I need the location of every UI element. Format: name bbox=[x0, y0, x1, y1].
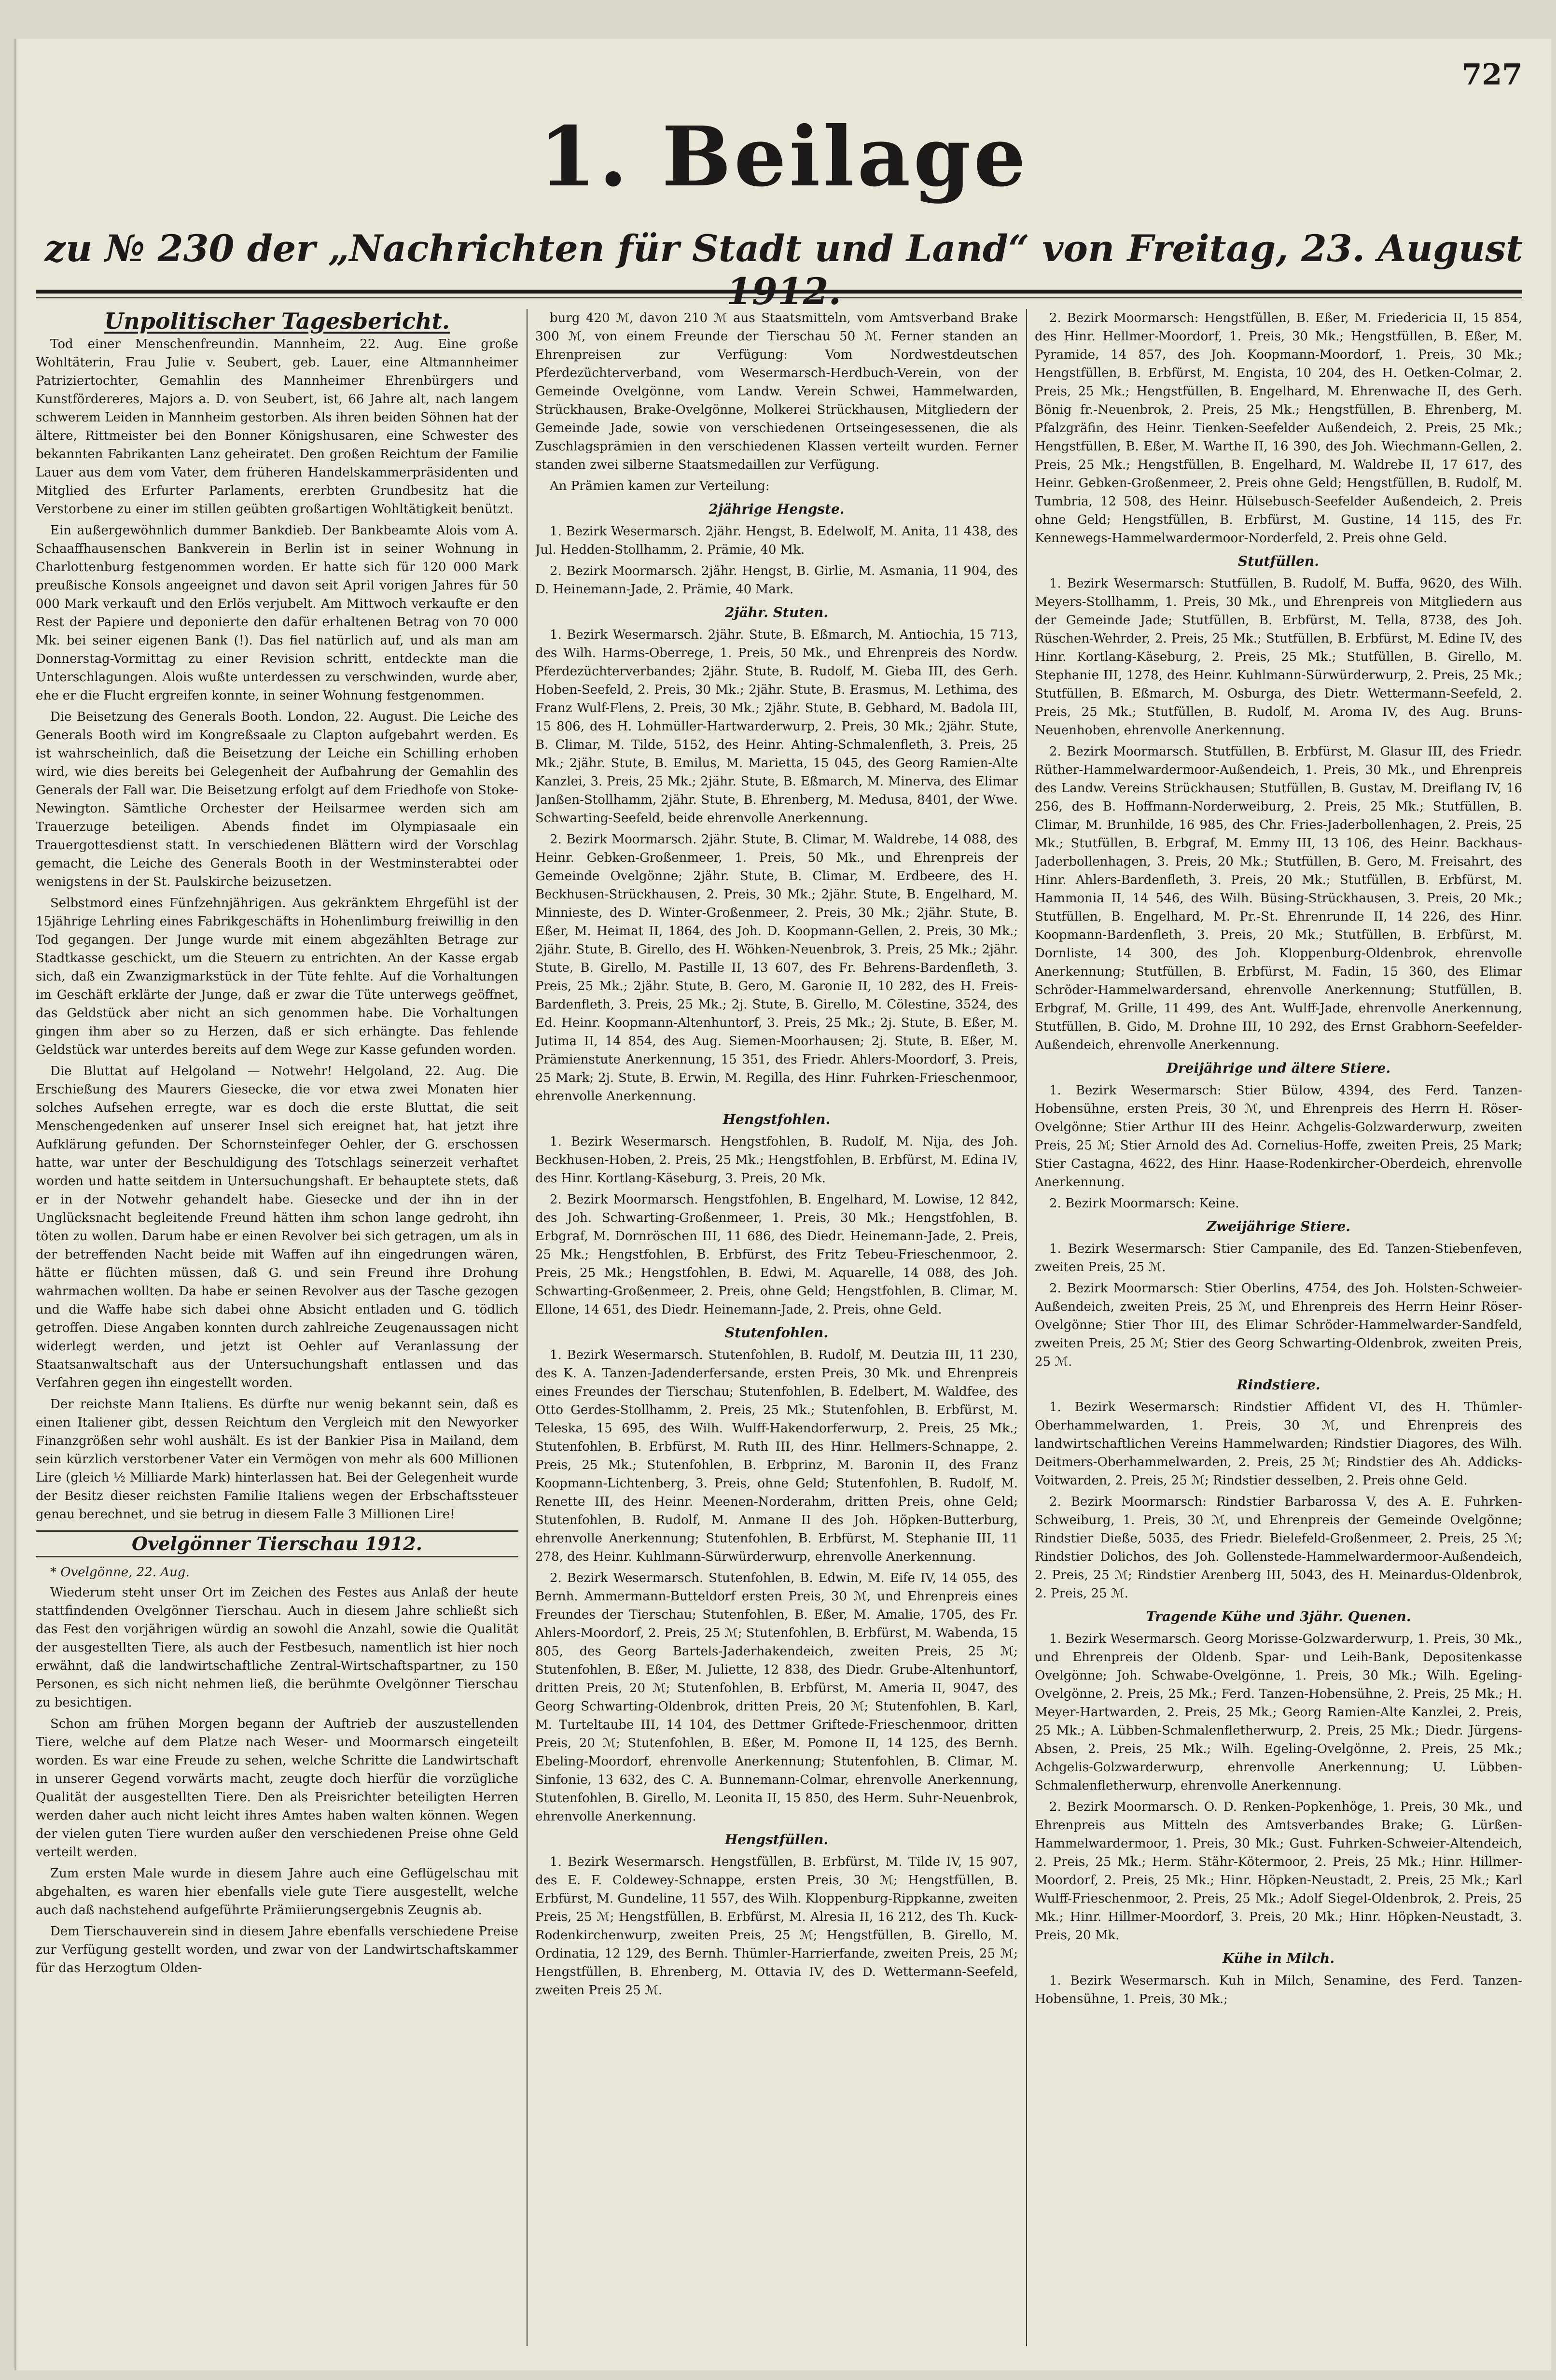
subsection-heading: Hengstfohlen. bbox=[722, 1111, 831, 1127]
subsection-heading: 2jähr. Stuten. bbox=[724, 604, 829, 620]
article-paragraph: 1. Bezirk Wesermarsch. 2jähr. Stute, B. Eßmarch, M. Antiochia, 15 713, des Wilh. Harms-Oberrege, 1. Preis, 50 Mk., und Ehrenpreis des Nordw. Pferdezüchterverbandes; 2jähr. Stute, B. Rudolf, M. Gieba III, des Gerh. Hoben-Seefeld, 2. Preis, 30 Mk.; 2jähr. Stute, B. Erasmus, M. Lethima, des Franz Wulf-Flens, 2. Preis, 30 Mk.; 2jähr. Stute, B. Gebhard, M. Badola III, 15 806, des H. Lohmüller-Hartwarderwurp, 2. Preis, 30 Mk.; 2jähr. Stute, B. Climar, M. Tilde, 5152, des Heinr. Ahting-Schmalenfleth, 3. Preis, 25 Mk.; 2jähr. Stute, B. Emilus, M. Marietta, 15 045, des Georg Ramien-Alte Kanzlei, 3. Preis, 25 Mk.; 2jähr. Stute, B. Eßmarch, M. Minerva, des Elimar Janßen-Stollhamm, 2jähr. Stute, B. Ehrenberg, M. Medusa, 8401, der Wwe. Schwarting-Seefeld, beide ehrenvolle Anerkennung. bbox=[535, 628, 1018, 826]
article-paragraph: 2. Bezirk Moormarsch. Stutfüllen, B. Erbfürst, M. Glasur III, des Friedr. Rüther-Hammelwardermoor-Außendeich, 1. Preis, 30 Mk., und Ehrenpreis des Landw. Vereins Strückhausen; Stutfüllen, B. Gustav, M. Dreiflang IV, 16 256, des B. Hoffmann-Norderweiburg, 2. Preis, 25 Mk.; Stutfüllen, B. Climar, M. Brunhilde, 16 985, des Chr. Fries-Jaderbollenhagen, 2. Preis, 25 Mk.; Stutfüllen, B. Erbgraf, M. Emmy III, 13 106, des Heinr. Backhaus-Jaderbollenhagen, 3. Preis, 20 Mk.; Stutfüllen, B. Gero, M. Freisahrt, des Hinr. Ahlers-Bardenfleth, 3. Preis, 20 Mk.; Stutfüllen, B. Erbfürst, M. Hammonia II, 14 546, des Wilh. Büsing-Strückhausen, 3. Preis, 20 Mk.; Stutfüllen, B. Engelhard, M. Pr.-St. Ehrenrunde II, 14 226, des Hinr. Koopmann-Bardenfleth, 3. Preis, 20 Mk.; Stutfüllen, B. Erbfürst, M. Dornliste, 14 300, des Joh. Kloppenburg-Oldenbrok, ehrenvolle Anerkennung; Stutfüllen, B. Erbfürst, M. Fadin, 15 360, des Elimar Schröder-Hammelwardersand, ehrenvolle Anerkennung; Stutfüllen, B. Erbgraf, M. Grille, 11 499, des Ant. Wulff-Jade, ehrenvolle Anerkennung, Stutfüllen, B. Gido, M. Drohne III, 10 292, des Ernst Grabhorn-Seefelder-Außendeich, ehrenvolle Anerkennung. bbox=[1035, 744, 1522, 1052]
article-paragraph: 2. Bezirk Moormarsch. O. D. Renken-Popkenhöge, 1. Preis, 30 Mk., und Ehrenpreis aus Mitteln des Amtsverbandes Brake; G. Lürßen-Hammelwardermoor, 1. Preis, 30 Mk.; Gust. Fuhrken-Schweier-Altendeich, 2. Preis, 25 Mk.; Herm. Stähr-Kötermoor, 2. Preis, 25 Mk.; Hinr. Hillmer-Moordorf, 2. Preis, 25 Mk.; Hinr. Höpken-Neustadt, 2. Preis, 25 Mk.; Karl Wulff-Frieschenmoor, 2. Preis, 25 Mk.; Adolf Siegel-Oldenbrok, 2. Preis, 25 Mk.; Hinr. Hillmer-Moordorf, 3. Preis, 20 Mk.; Hinr. Höpken-Neustadt, 3. Preis, 20 Mk. bbox=[1035, 1800, 1522, 1943]
subsection-heading: Tragende Kühe und 3jähr. Quenen. bbox=[1146, 1609, 1411, 1624]
article-paragraph: 1. Bezirk Wesermarsch. Kuh in Milch, Senamine, des Ferd. Tanzen-Hobensühne, 1. Preis, 30 Mk.; bbox=[1035, 1974, 1522, 2006]
article-paragraph: 1. Bezirk Wesermarsch. Hengstfüllen, B. Erbfürst, M. Tilde IV, 15 907, des E. F. Coldewey-Schnappe, ersten Preis, 30 ℳ; Hengstfüllen, B. Erbfürst, M. Gundeline, 11 557, des Wilh. Kloppenburg-Rippkanne, zweiten Preis, 25 ℳ; Hengstfüllen, B. Erbfürst, M. Alresia II, 16 212, des Th. Kuck-Rodenkirchenwurp, zweiten Preis, 25 ℳ; Hengstfüllen, B. Girello, M. Ordinatia, 12 129, des Bernh. Thümler-Harrierfande, zweiten Preis, 25 ℳ; Hengstfüllen, B. Ehrenberg, M. Ottavia IV, des D. Wettermann-Seefeld, zweiten Preis 25 ℳ. bbox=[535, 1855, 1018, 1998]
article-paragraph: Zum ersten Male wurde in diesem Jahre auch eine Geflügelschau mit abgehalten, es waren hier ebenfalls viele gute Tiere ausgestellt, welche auch daß nachstehend aufgeführte Prämiierungsergebnis Zeugnis ab. bbox=[36, 1866, 518, 1918]
supplement-subtitle: zu № 230 der „Nachrichten für Stadt und Land“ von Freitag, 23. August 1912. bbox=[44, 227, 1523, 313]
masthead bbox=[16, 109, 1551, 313]
article-paragraph: 2. Bezirk Moormarsch: Stier Oberlins, 4754, des Joh. Holsten-Schweier-Außendeich, zweiten Preis, 25 ℳ, und Ehrenpreis des Herrn Heinr Röser-Ovelgönne; Stier Thor III, des Elimar Schröder-Hammelwarder-Sandfeld, zweiten Preis, 25 ℳ; Stier des Georg Schwarting-Oldenbrok, zweiten Preis, 25 ℳ. bbox=[1035, 1281, 1522, 1369]
article-paragraph: 1. Bezirk Wesermarsch: Stier Bülow, 4394, des Ferd. Tanzen-Hobensühne, ersten Preis, 30 ℳ, und Ehrenpreis des Herrn H. Röser-Ovelgönne; Stier Arthur III des Heinr. Achgelis-Golzwarderwurp, zweiten Preis, 25 ℳ; Stier Arnold des Ad. Cornelius-Hoffe, zweiten Preis, 25 Mark; Stier Castagna, 4622, des Hinr. Haase-Rodenkircher-Oberdeich, ehrenvolle Anerkennung. bbox=[1035, 1083, 1522, 1190]
column-divider bbox=[1026, 309, 1027, 2346]
article-paragraph: 1. Bezirk Wesermarsch. 2jähr. Hengst, B. Edelwolf, M. Anita, 11 438, des Jul. Hedden-Stollhamm, 2. Prämie, 40 Mk. bbox=[535, 524, 1018, 557]
article-paragraph: Ein außergewöhnlich dummer Bankdieb. Der Bankbeamte Alois vom A. Schaaffhausenschen Bankverein in Berlin ist in seiner Wohnung in Charlottenburg festgenommen worden. Er hatte sich für 120 000 Mark preußische Konsols angeeignet und davon seit April vorigen Jahres für 50 000 Mark verkauft und den Erlös verjubelt. Am Mittwoch verkaufte er den Rest der Papiere und deponierte den dafür erhaltenen Betrag von 70 000 Mk. bei seiner eigenen Bank (!). Das fiel natürlich auf, und als man am Donnerstag-Vormittag zu einer Revision schritt, entdeckte man die Unterschlagungen. Alois wußte unterdessen zu verschwinden, wurde aber, ehe er die Flucht ergreifen konnte, in seiner Wohnung festgenommen. bbox=[36, 523, 518, 703]
column-1 bbox=[36, 309, 518, 2356]
article-paragraph: 1. Bezirk Wesermarsch. Hengstfohlen, B. Rudolf, M. Nija, des Joh. Beckhusen-Hoben, 2. Preis, 25 Mk.; Hengstfohlen, B. Erbfürst, M. Edina IV, des Hinr. Kortlang-Käseburg, 3. Preis, 20 Mk. bbox=[535, 1134, 1018, 1186]
article-paragraph: 2. Bezirk Moormarsch: Rindstier Barbarossa V, des A. E. Fuhrken-Schweiburg, 1. Preis, 30 ℳ, und Ehrenpreis der Gemeinde Ovelgönne; Rindstier Dieße, 5035, des Friedr. Bielefeld-Großenmeer, 2. Preis, 25 ℳ; Rindstier Dolichos, des Joh. Gollenstede-Hammelwardermoor-Außendeich, 2. Preis, 25 ℳ; Rindstier Arenberg III, 5043, des H. Meinardus-Oldenbrok, 2. Preis, 25 ℳ. bbox=[1035, 1495, 1522, 1601]
article-paragraph: An Prämien kamen zur Verteilung: bbox=[550, 479, 770, 493]
article-paragraph: 2. Bezirk Moormarsch. 2jähr. Stute, B. Climar, M. Waldrebe, 14 088, des Heinr. Gebken-Großenmeer, 1. Preis, 50 Mk., und Ehrenpreis der Gemeinde Ovelgönne; 2jähr. Stute, B. Climar, M. Erdbeere, des H. Beckhusen-Strückhausen, 2. Preis, 30 Mk.; 2jähr. Stute, B. Engelhard, M. Minnieste, des D. Winter-Großenmeer, 2. Preis, 30 Mk.; 2jähr. Stute, B. Eßer, M. Heimat II, 1864, des Joh. D. Koopmann-Gellen, 2. Preis, 30 Mk.; 2jähr. Stute, B. Girello, des H. Wöhken-Neuenbrok, 3. Preis, 25 Mk.; 2jähr. Stute, B. Girello, M. Pastille II, 13 607, des Fr. Behrens-Bardenfleth, 3. Preis, 25 Mk.; 2jähr. Stute, B. Gero, M. Garonie II, 10 282, des H. Freis-Bardenfleth, 3. Preis, 25 Mk.; 2j. Stute, B. Girello, M. Cölestine, 3524, des Ed. Heinr. Koopmann-Altenhuntorf, 3. Preis, 25 Mk.; 2j. Stute, B. Eßer, M. Jutima II, 14 854, des Aug. Siemen-Moorhausen; 2j. Stute, B. Eßer, M. Prämienstute Anerkennung, 15 351, des Friedr. Ahlers-Moordorf, 3. Preis, 25 Mark; 2j. Stute, B. Erwin, M. Regilla, des Hinr. Fuhrken-Frieschenmoor, ehrenvolle Anerkennung. bbox=[535, 832, 1018, 1104]
article-paragraph: burg 420 ℳ, davon 210 ℳ aus Staatsmitteln, vom Amtsverband Brake 300 ℳ, von einem Freunde der Tierschau 50 ℳ. Ferner standen an Ehrenpreisen zur Verfügung: Vom Nordwestdeutschen Pferdezüchterverband, vom Wesermarsch-Herdbuch-Verein, von der Gemeinde Ovelgönne, vom Landw. Verein Schwei, Hammelwarden, Strückhausen, Brake-Ovelgönne, Molkerei Strückhausen, Mitgliedern der Gemeinde Jade, sowie von verschiedenen Ortseingesessenen, die als Zuschlagsprämien in den verschiedenen Klassen verteilt wurden. Ferner standen zwei silberne Staatsmedaillen zur Verfügung. bbox=[535, 311, 1018, 472]
column-2 bbox=[535, 309, 1018, 2356]
article-paragraph: Die Bluttat auf Helgoland — Notwehr! Helgoland, 22. Aug. Die Erschießung des Maurers Giesecke, die vor etwa zwei Monaten hier solches Aufsehen erregte, war es doch die erste Bluttat, die seit Menschengedenken auf unserer Insel sich ereignet hat, hat jetzt ihre Aufklärung gefunden. Der Schornsteinfeger Oehler, der G. erschossen hatte, war unter der Beschuldigung des Totschlags seinerzeit verhaftet worden und hatte seitdem in Untersuchungshaft. Er behauptete stets, daß er in der Notwehr gehandelt habe. Giesecke und der ihn in der Unglücksnacht begleitende Freund hätten ihm schon lange gedroht, ihn töten zu wollen. Darum habe er einen Revolver bei sich getragen, um als in der betreffenden Nacht beide mit Waffen auf ihn eingedrungen wären, hätte er flüchten müssen, daß G. und sein Freund ihre Drohung wahrmachen wollten. Da habe er seinen Revolver aus der Tasche gezogen und die Waffe habe sich dabei ohne Absicht entladen und G. tödlich getroffen. Diese Angaben konnten durch zahlreiche Zeugenaussagen nicht widerlegt werden, und jetzt ist Oehler auf Veranlassung der Staatsanwaltschaft aus der Untersuchungshaft entlassen und das Verfahren gegen ihn eingestellt worden. bbox=[36, 1064, 518, 1390]
subsection-heading: Rindstiere. bbox=[1236, 1377, 1320, 1393]
article-paragraph: 1. Bezirk Wesermarsch. Stutenfohlen, B. Rudolf, M. Deutzia III, 11 230, des K. A. Tanzen-Jadenderfersande, ersten Preis, 30 Mk. und Ehrenpreis eines Freundes der Tierschau; Stutenfohlen, B. Edelbert, M. Waldfee, des Otto Gerdes-Stollhamm, 2. Preis, 25 Mk.; Stutenfohlen, B. Erbfürst, M. Teleska, 15 695, des Wilh. Wulff-Hakendorferwurp, 2. Preis, 25 Mk.; Stutenfohlen, B. Erbfürst, M. Ruth III, des Hinr. Hellmers-Schnappe, 2. Preis, 25 Mk.; Stutenfohlen, B. Erbprinz, M. Baronin II, des Franz Koopmann-Lichtenberg, 3. Preis, ohne Geld; Stutenfohlen, B. Rudolf, M. Renette III, des Heinr. Meenen-Norderahm, dritten Preis, ohne Geld; Stutenfohlen, B. Rudolf, M. Anmane II des Joh. Höpken-Butterburg, ehrenvolle Anerkennung; Stutenfohlen, B. Erbfürst, M. Stephanie III, 11 278, des Heinr. Kuhlmann-Sürwürderwurp, ehrenvolle Anerkennung. bbox=[535, 1348, 1018, 1564]
subsection-heading: Hengstfüllen. bbox=[724, 1832, 829, 1848]
article-paragraph: 2. Bezirk Wesermarsch. Stutenfohlen, B. Edwin, M. Eife IV, 14 055, des Bernh. Ammermann-Butteldorf ersten Preis, 30 ℳ, und Ehrenpreis eines Freundes der Tierschau; Stutenfohlen, B. Eßer, M. Amalie, 1705, des Fr. Ahlers-Moordorf, 2. Preis, 25 ℳ; Stutenfohlen, B. Erbfürst, M. Wabenda, 15 805, des Georg Bartels-Jaderhakendeich, zweiten Preis, 25 ℳ; Stutenfohlen, B. Eßer, M. Juliette, 12 838, des Diedr. Grube-Altenhuntorf, dritten Preis, 20 ℳ; Stutenfohlen, B. Erbfürst, M. Ameria II, 9047, des Georg Schwarting-Oldenbrok, dritten Preis, 20 ℳ; Stutenfohlen, B. Karl, M. Turteltaube III, 14 104, des Dettmer Griftede-Frieschenmoor, dritten Preis, 20 ℳ; Stutenfohlen, B. Eßer, M. Pomone II, 14 125, des Bernh. Ebeling-Moordorf, ehrenvolle Anerkennung; Stutenfohlen, B. Climar, M. Sinfonie, 13 632, des C. A. Bunnemann-Colmar, ehrenvolle Anerkennung, Stutenfohlen, B. Girello, M. Leonita II, 15 850, des Herm. Suhr-Neuenbrok, ehrenvolle Anerkennung. bbox=[535, 1571, 1018, 1824]
article-paragraph: Tod einer Menschenfreundin. Mannheim, 22. Aug. Eine große Wohltäterin, Frau Julie v. Seubert, geb. Lauer, eine Altmannheimer Patriziertochter, Gemahlin des Mannheimer Ehrenbürgers und Kunstfördereres, Majors a. D. von Seubert, ist, 66 Jahre alt, nach langem schwerem Leiden in Mannheim gestorben. Als ihren beiden Söhnen hat der ältere, Rittmeister bei den Bonner Königshusaren, eine Schwester des bekannten Fabrikanten Lanz geheiratet. Den großen Reichtum der Familie Lauer aus dem vom Vater, dem früheren Handelskammerpräsidenten und Mitglied des Erfurter Parlaments, ererbten Grundbesitz hat die Verstorbene zu einer im stillen geübten großartigen Wohltätigkeit benützt. bbox=[36, 337, 518, 517]
article-paragraph: Wiederum steht unser Ort im Zeichen des Festes aus Anlaß der heute stattfindenden Ovelgönner Tierschau. Auch in diesem Jahre schließt sich das Fest den vorjährigen würdig an sowohl die Anzahl, sowie die Qualität der ausgestellten Tiere, als auch der Festbesuch, namentlich ist hier noch erwähnt, daß die landwirtschaftliche Zentral-Wirtschaftspartner, zu 150 Personen, es sich nicht nehmen ließ, die berühmte Ovelgönner Tierschau zu besichtigen. bbox=[36, 1585, 518, 1710]
article-paragraph: Schon am frühen Morgen begann der Auftrieb der auszustellenden Tiere, welche auf dem Platze nach Weser- und Moormarsch eingeteilt worden. Es war eine Freude zu sehen, welche Schritte die Landwirtschaft in unserer Gegend vorwärts macht, zeugte doch hierfür die vorzügliche Qualität der ausgestellten Tiere. Den als Preisrichter beteiligten Herren werden daher auch nicht leicht ihres Amtes haben walten können. Wegen der vielen guten Tiere wurden außer den verschiedenen Preise ohne Geld verteilt werden. bbox=[36, 1717, 518, 1860]
subsection-heading: Stutfüllen. bbox=[1237, 553, 1320, 569]
dateline: * Ovelgönne, 22. Aug. bbox=[50, 1565, 190, 1580]
masthead-rule bbox=[36, 290, 1522, 294]
section-heading: Unpolitischer Tagesbericht. bbox=[104, 309, 450, 334]
article-paragraph: 1. Bezirk Wesermarsch: Rindstier Affident VI, des H. Thümler-Oberhammelwarden, 1. Preis, 30 ℳ, und Ehrenpreis des landwirtschaftlichen Vereins Hammelwarden; Rindstier Diagores, des Wilh. Deitmers-Oberhammelwarden, 2. Preis, 25 ℳ; Rindstier des Ah. Addicks-Voitwarden, 2. Preis, 25 ℳ; Rindstier desselben, 2. Preis ohne Geld. bbox=[1035, 1400, 1522, 1488]
masthead-rule-thin bbox=[36, 297, 1522, 298]
article-paragraph: Die Beisetzung des Generals Booth. London, 22. August. Die Leiche des Generals Booth wird im Kongreßsaale zu Clapton aufgebahrt werden. Es ist wahrscheinlich, daß die Beisetzung der Leiche ein Schilling erhoben wird, wie dies bereits bei Gelegenheit der Aufbahrung der Gemahlin des Generals der Fall war. Die Beisetzung erfolgt auf dem Friedhofe von Stoke-Newington. Sämtliche Orchester der Heilsarmee werden sich am Trauerzuge beteiligen. Abends findet im Olympiasaale ein Trauergottesdienst statt. In verschiedenen Blättern wird der Vorschlag gemacht, die Leiche des Generals Booth in der Westminsterabtei oder wenigstens in der St. Paulskirche beizusetzen. bbox=[36, 710, 518, 889]
article-paragraph: Selbstmord eines Fünfzehnjährigen. Aus gekränktem Ehrgefühl ist der 15jährige Lehrling eines Fabrikgeschäfts in Hohenlimburg freiwillig in den Tod gegangen. Der Junge wurde mit einem abgezählten Betrage zur Stadtkasse geschickt, um die Steuern zu entrichten. An der Kasse ergab sich, daß ein Zwanzigmarkstück in der Tüte fehlte. Auf die Vorhaltungen im Geschäft erklärte der Junge, daß er zwar die Tüte unterwegs geöffnet, das Geldstück aber nicht an sich genommen habe. Die Vorhaltungen gingen ihm aber so zu Herzen, daß er sich erhängte. Das fehlende Geldstück war unterdes bereits auf dem Wege zur Kasse gefunden worden. bbox=[36, 896, 518, 1057]
page-number: 727 bbox=[1461, 58, 1522, 92]
article-paragraph: 2. Bezirk Moormarsch: Keine. bbox=[1049, 1196, 1239, 1211]
article-paragraph: 2. Bezirk Moormarsch. 2jähr. Hengst, B. Girlie, M. Asmania, 11 904, des D. Heinemann-Jade, 2. Prämie, 40 Mark. bbox=[535, 564, 1018, 597]
article-paragraph: 1. Bezirk Wesermarsch: Stier Campanile, des Ed. Tanzen-Stiebenfeven, zweiten Preis, 25 ℳ. bbox=[1035, 1242, 1522, 1274]
article-paragraph: 2. Bezirk Moormarsch: Hengstfüllen, B. Eßer, M. Friedericia II, 15 854, des Hinr. Hellmer-Moordorf, 1. Preis, 30 Mk.; Hengstfüllen, B. Eßer, M. Pyramide, 14 857, des Joh. Koopmann-Moordorf, 1. Preis, 30 Mk.; Hengstfüllen, B. Erbfürst, M. Engista, 10 204, des H. Oetken-Colmar, 2. Preis, 25 Mk.; Hengstfüllen, B. Engelhard, M. Ehrenwache II, des Gerh. Bönig fr.-Neuenbrok, 2. Preis, 25 Mk.; Hengstfüllen, B. Ehrenberg, M. Pfalzgräfin, des Heinr. Tienken-Seefelder Außendeich, 2. Preis, 25 Mk.; Hengstfüllen, B. Eßer, M. Warthe II, 16 390, des Joh. Wiechmann-Gellen, 2. Preis, 25 Mk.; Hengstfüllen, B. Engelhard, M. Waldrebe II, 17 617, des Heinr. Gebken-Großenmeer, 2. Preis ohne Geld; Hengstfüllen, B. Rudolf, M. Tumbria, 12 508, des Heinr. Hülsebusch-Seefelder Außendeich, 2. Preis ohne Geld; Hengstfüllen, B. Erbfürst, M. Gustine, 14 115, des Fr. Kennewegs-Hammelwardermoor-Norderfeld, 2. Preis ohne Geld. bbox=[1035, 311, 1522, 546]
subsection-heading: 2jährige Hengste. bbox=[709, 501, 845, 517]
subsection-heading: Dreijährige und ältere Stiere. bbox=[1166, 1060, 1391, 1076]
subsection-heading: Kühe in Milch. bbox=[1222, 1950, 1335, 1966]
column-3 bbox=[1035, 309, 1522, 2356]
article-paragraph: 1. Bezirk Wesermarsch: Stutfüllen, B. Rudolf, M. Buffa, 9620, des Wilh. Meyers-Stollhamm, 1. Preis, 30 Mk., und Ehrenpreis von Mitgliedern aus der Gemeinde Jade; Stutfüllen, B. Erbfürst, M. Tella, 8738, des Joh. Rüschen-Wehrder, 2. Preis, 25 Mk.; Stutfüllen, B. Erbfürst, M. Edine IV, des Hinr. Kortlang-Käseburg, 2. Preis, 25 Mk.; Stutfüllen, B. Girello, M. Stephanie III, 1278, des Heinr. Kuhlmann-Sürwürderwurp, 2. Preis, 25 Mk.; Stutfüllen, B. Eßmarch, M. Osburga, des Dietr. Wettermann-Seefeld, 2. Preis, 25 Mk.; Stutfüllen, B. Rudolf, M. Aroma IV, des Aug. Bruns-Neuenhoben, ehrenvolle Anerkennung. bbox=[1035, 576, 1522, 738]
subsection-heading: Stutenfohlen. bbox=[724, 1325, 829, 1341]
article-paragraph: Der reichste Mann Italiens. Es dürfte nur wenig bekannt sein, daß es einen Italiener gibt, dessen Reichtum den Vergleich mit den Newyorker Finanzgrößen sehr wohl aushält. Es ist der Bankier Pisa in Mailand, dem sein kürzlich verstorbener Vater ein Vermögen von mehr als 600 Millionen Lire (gleich ½ Milliarde Mark) hinterlassen hat. Bei der Gelegenheit wurde der Besitz dieser reichsten Familie Italiens wegen der Erbschaftssteuer genau berechnet, und sie betrug in diesem Falle 3 Millionen Lire! bbox=[36, 1397, 518, 1522]
column-divider bbox=[527, 309, 528, 2346]
subsection-heading: Zweijährige Stiere. bbox=[1206, 1218, 1351, 1234]
section-heading: Ovelgönner Tierschau 1912. bbox=[36, 1530, 518, 1557]
supplement-title: 1. Beilage bbox=[539, 109, 1029, 205]
newspaper-page bbox=[14, 39, 1551, 2370]
article-paragraph: 2. Bezirk Moormarsch. Hengstfohlen, B. Engelhard, M. Lowise, 12 842, des Joh. Schwarting-Großenmeer, 1. Preis, 30 Mk.; Hengstfohlen, B. Erbgraf, M. Dornröschen III, 11 686, des Diedr. Heinemann-Jade, 2. Preis, 25 Mk.; Hengstfohlen, B. Erbfürst, des Fritz Tebeu-Frieschenmoor, 2. Preis, 25 Mk.; Hengstfohlen, B. Edwi, M. Aquarelle, 14 088, des Joh. Schwarting-Großenmeer, 2. Preis, ohne Geld; Hengstfohlen, B. Climar, M. Ellone, 14 651, des Diedr. Heinemann-Jade, 2. Preis, ohne Geld. bbox=[535, 1192, 1018, 1317]
article-paragraph: 1. Bezirk Wesermarsch. Georg Morisse-Golzwarderwurp, 1. Preis, 30 Mk., und Ehrenpreis der Oldenb. Spar- und Leih-Bank, Depositenkasse Ovelgönne; Joh. Schwabe-Ovelgönne, 1. Preis, 30 Mk.; Wilh. Egeling-Ovelgönne, 2. Preis, 25 Mk.; Ferd. Tanzen-Hobensühne, 2. Preis, 25 Mk.; H. Meyer-Hartwarden, 2. Preis, 25 Mk.; Georg Ramien-Alte Kanzlei, 2. Preis, 25 Mk.; A. Lübben-Schmalenfletherwurp, 2. Preis, 25 Mk.; Diedr. Jürgens-Absen, 2. Preis, 25 Mk.; Wilh. Egeling-Ovelgönne, 2. Preis, 25 Mk.; Achgelis-Golzwarderwurp, ehrenvolle Anerkennung; U. Lübben-Schmalenfletherwurp, ehrenvolle Anerkennung. bbox=[1035, 1632, 1522, 1793]
article-paragraph: Dem Tierschauverein sind in diesem Jahre ebenfalls verschiedene Preise zur Verfügung gestellt worden, und zwar von der Landwirtschaftskammer für das Herzogtum Olden- bbox=[36, 1924, 518, 1975]
